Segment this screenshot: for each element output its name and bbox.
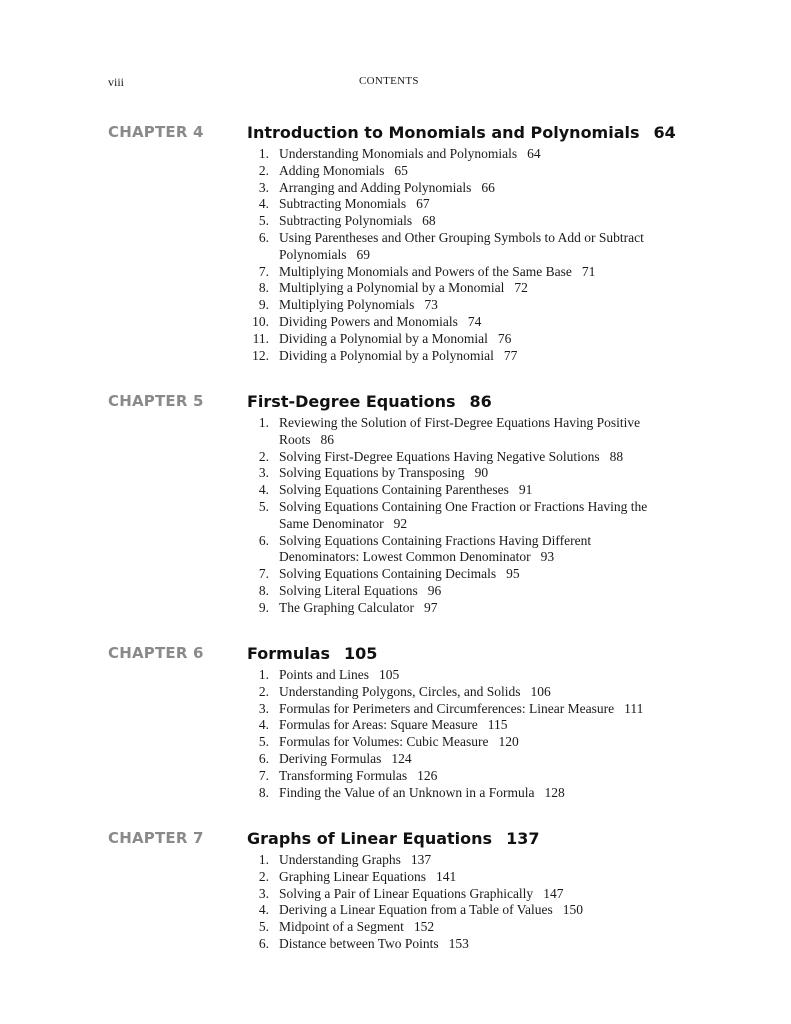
entry-number: 5. <box>258 734 269 750</box>
entry-page: 153 <box>448 935 469 951</box>
entry-title: Distance between Two Points <box>279 935 439 951</box>
entry-number: 3. <box>258 465 269 481</box>
toc-entry[interactable] <box>247 297 687 314</box>
chapter-title[interactable] <box>247 644 377 663</box>
chapter-title[interactable] <box>247 123 676 142</box>
section-list <box>247 852 687 953</box>
entry-number: 2. <box>258 448 269 464</box>
entry-number: 1. <box>258 667 269 682</box>
toc-entry[interactable] <box>247 230 687 264</box>
entry-number: 8. <box>258 582 269 598</box>
entry-number: 3. <box>258 885 269 901</box>
toc-entry[interactable] <box>247 348 687 365</box>
entry-title: Formulas for Volumes: Cubic Measure <box>279 734 489 750</box>
toc-entry[interactable] <box>247 701 687 718</box>
toc-entry[interactable] <box>247 869 687 886</box>
toc-entry[interactable] <box>247 717 687 734</box>
entry-number: 6. <box>258 229 269 245</box>
entry-page: 137 <box>410 852 432 867</box>
entry-page: 76 <box>497 330 512 346</box>
entry-number: 2. <box>258 868 269 884</box>
entry-number: 4. <box>258 717 269 733</box>
entry-title: Understanding Monomials and Polynomials <box>279 146 518 161</box>
entry-page: 147 <box>543 885 564 901</box>
section-list <box>247 146 687 364</box>
toc-entry[interactable] <box>247 163 687 180</box>
entry-page: 141 <box>435 868 457 884</box>
entry-title: Solving Equations Containing Fractions Having Different <box>279 532 592 548</box>
entry-title: Points and Lines <box>279 667 369 682</box>
entry-title: Solving First-Degree Equations Having Negative Solutions <box>279 448 600 464</box>
entry-number: 9. <box>258 297 269 313</box>
entry-page: 152 <box>413 919 435 935</box>
toc-entry[interactable] <box>247 533 687 567</box>
entry-title: Formulas for Areas: Square Measure <box>279 717 478 733</box>
entry-page: 124 <box>391 750 412 766</box>
toc-entry[interactable] <box>247 886 687 903</box>
entry-page: 71 <box>581 263 596 279</box>
entry-number: 1. <box>258 146 269 161</box>
chapter-title-text: Graphs of Linear Equations <box>247 829 493 848</box>
chapter-page: 64 <box>653 123 676 142</box>
toc-entry[interactable] <box>247 684 687 701</box>
entry-title: Dividing Powers and Monomials <box>279 313 458 329</box>
toc-entry[interactable] <box>247 196 687 213</box>
chapter-title[interactable] <box>247 392 492 411</box>
entry-title: The Graphing Calculator <box>279 599 414 615</box>
entry-page: 128 <box>544 784 565 800</box>
chapter-title-text: Introduction to Monomials and Polynomials <box>247 123 640 142</box>
toc-entry[interactable] <box>247 902 687 919</box>
entry-page: 88 <box>609 448 624 464</box>
toc-entry[interactable] <box>247 415 687 449</box>
entry-title: Subtracting Polynomials <box>279 213 413 229</box>
entry-page: 106 <box>530 683 551 699</box>
toc-entry[interactable] <box>247 768 687 785</box>
entry-number: 11. <box>252 330 269 346</box>
chapter-title-text: Formulas <box>247 644 331 663</box>
entry-page: 91 <box>518 482 533 498</box>
toc-entry[interactable] <box>247 280 687 297</box>
entry-page: 77 <box>503 347 518 363</box>
entry-page: 111 <box>624 700 644 716</box>
toc-entry[interactable] <box>247 449 687 466</box>
running-title: CONTENTS <box>359 75 419 87</box>
entry-title: Solving Literal Equations <box>279 582 418 598</box>
entry-title: Solving Equations Containing Decimals <box>279 566 497 582</box>
chapter-page: 105 <box>344 644 378 663</box>
entry-title: Using Parentheses and Other Grouping Symbols to Add or Subtract <box>279 229 644 245</box>
entry-number: 7. <box>258 566 269 582</box>
chapter-page: 137 <box>506 829 540 848</box>
entry-title: Solving Equations Containing One Fraction or Fractions Having the <box>279 498 648 514</box>
entry-title: Dividing a Polynomial by a Polynomial <box>279 347 494 363</box>
toc-entry[interactable] <box>247 331 687 348</box>
entry-title: Formulas for Perimeters and Circumferences: Linear Measure <box>279 700 615 716</box>
entry-title: Dividing a Polynomial by a Monomial <box>279 330 488 346</box>
entry-page: 96 <box>427 582 442 598</box>
entry-page: 74 <box>467 313 482 329</box>
entry-title: Solving a Pair of Linear Equations Graphically <box>279 885 534 901</box>
section-list <box>247 415 687 617</box>
chapter-6-section <box>108 644 708 804</box>
entry-number: 2. <box>258 683 269 699</box>
toc-entry[interactable] <box>247 146 687 163</box>
entry-title: Deriving a Linear Equation from a Table of Values <box>279 902 553 918</box>
toc-entry[interactable] <box>247 667 687 684</box>
chapter-page: 86 <box>469 392 492 411</box>
entry-page: 73 <box>424 297 438 313</box>
chapter-label: CHAPTER 6 <box>108 644 204 662</box>
toc-entry[interactable] <box>247 600 687 617</box>
entry-number: 9. <box>258 599 269 615</box>
entry-page: 69 <box>356 246 371 262</box>
toc-entry[interactable] <box>247 734 687 751</box>
entry-page: 66 <box>481 179 495 195</box>
entry-number: 6. <box>258 750 269 766</box>
entry-number: 7. <box>258 263 269 279</box>
entry-title: Understanding Polygons, Circles, and Solids <box>279 683 521 699</box>
entry-title: Solving Equations by Transposing <box>279 465 465 481</box>
entry-number: 3. <box>258 179 269 195</box>
entry-page: 92 <box>393 515 408 531</box>
entry-title: Deriving Formulas <box>279 750 382 766</box>
chapter-7-section <box>108 829 708 959</box>
toc-entry[interactable] <box>247 465 687 482</box>
chapter-5-section <box>108 392 708 617</box>
toc-entry[interactable] <box>247 180 687 197</box>
section-list <box>247 667 687 801</box>
entry-number: 6. <box>258 532 269 548</box>
entry-title: Arranging and Adding Polynomials <box>279 179 472 195</box>
chapter-label: CHAPTER 5 <box>108 392 204 410</box>
entry-title: Same Denominator <box>279 515 384 531</box>
toc-entry[interactable] <box>247 499 687 533</box>
entry-number: 5. <box>258 919 269 935</box>
entry-page: 105 <box>379 667 400 682</box>
entry-page: 65 <box>394 162 408 178</box>
entry-number: 4. <box>258 196 269 212</box>
entry-title: Multiplying Polynomials <box>279 297 415 313</box>
entry-title: Transforming Formulas <box>279 767 408 783</box>
entry-number: 8. <box>258 280 269 296</box>
chapter-title[interactable] <box>247 829 539 848</box>
entry-title: Subtracting Monomials <box>279 196 407 212</box>
entry-page: 67 <box>416 196 430 212</box>
entry-title: Polynomials <box>279 246 347 262</box>
toc-entry[interactable] <box>247 213 687 230</box>
entry-title: Solving Equations Containing Parentheses <box>279 482 509 498</box>
entry-title: Finding the Value of an Unknown in a Formula <box>279 784 535 800</box>
entry-number: 3. <box>258 700 269 716</box>
toc-entry[interactable] <box>247 314 687 331</box>
entry-number: 5. <box>258 498 269 514</box>
entry-number: 5. <box>258 213 269 229</box>
toc-entry[interactable] <box>247 852 687 869</box>
entry-title: Multiplying Monomials and Powers of the Same Base <box>279 263 572 279</box>
toc-entry[interactable] <box>247 482 687 499</box>
entry-title: Multiplying a Polynomial by a Monomial <box>279 280 505 296</box>
entry-page: 97 <box>423 599 438 615</box>
entry-number: 8. <box>258 784 269 800</box>
toc-entry[interactable] <box>247 751 687 768</box>
running-header <box>108 75 688 91</box>
entry-number: 4. <box>258 482 269 498</box>
toc-entry[interactable] <box>247 785 687 802</box>
entry-number: 7. <box>258 767 269 783</box>
chapter-label: CHAPTER 4 <box>108 123 204 141</box>
entry-page: 115 <box>487 717 508 733</box>
chapter-title-text: First-Degree Equations <box>247 392 456 411</box>
toc-entry[interactable] <box>247 566 687 583</box>
entry-title: Denominators: Lowest Common Denominator <box>279 549 531 565</box>
entry-number: 2. <box>258 162 269 178</box>
entry-page: 90 <box>474 465 489 481</box>
entry-number: 4. <box>258 902 269 918</box>
chapter-label: CHAPTER 7 <box>108 829 204 847</box>
entry-title: Midpoint of a Segment <box>279 919 404 935</box>
toc-entry[interactable] <box>247 919 687 936</box>
entry-page: 86 <box>320 431 335 447</box>
entry-title: Adding Monomials <box>279 162 385 178</box>
entry-page: 68 <box>422 213 436 229</box>
entry-number: 6. <box>258 935 269 951</box>
entry-title: Roots <box>279 431 311 447</box>
chapter-4-section <box>108 123 708 368</box>
toc-entry[interactable] <box>247 264 687 281</box>
entry-page: 120 <box>498 734 519 750</box>
entry-page: 72 <box>514 280 528 296</box>
entry-page: 126 <box>417 767 438 783</box>
page-number: viii <box>108 75 125 89</box>
entry-title: Reviewing the Solution of First-Degree Equations Having Positive <box>279 415 641 430</box>
toc-entry[interactable] <box>247 936 687 953</box>
entry-number: 1. <box>258 415 269 430</box>
entry-number: 10. <box>252 313 269 329</box>
toc-entry[interactable] <box>247 583 687 600</box>
entry-page: 93 <box>540 549 555 565</box>
entry-number: 12. <box>252 347 269 363</box>
entry-page: 150 <box>562 902 583 918</box>
entry-number: 1. <box>258 852 269 867</box>
entry-page: 64 <box>527 146 541 161</box>
entry-page: 95 <box>506 566 520 582</box>
entry-title: Understanding Graphs <box>279 852 401 867</box>
entry-title: Graphing Linear Equations <box>279 868 426 884</box>
